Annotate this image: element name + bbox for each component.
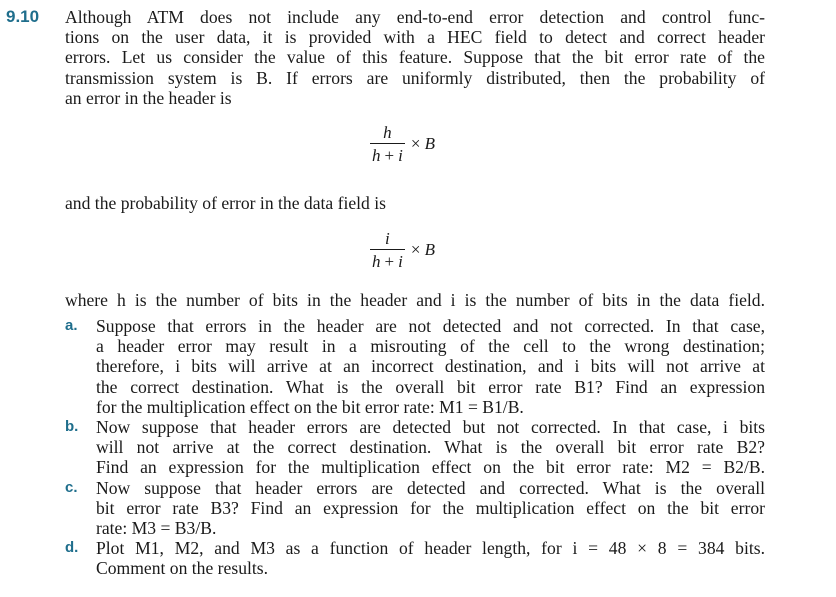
subquestion-label: a. xyxy=(65,317,78,334)
subquestion-line: a header error may result in a misrouting of the cell to the wrong destination; xyxy=(96,336,765,357)
subquestion-line: Now suppose that header errors are detected but not corrected. In that case, i bits xyxy=(96,417,765,438)
factor-b: B xyxy=(424,134,436,153)
subquestion-text xyxy=(96,478,765,539)
subquestion-line: therefore, i bits will arrive at an incorrect destination, and i bits will not arrive at xyxy=(96,356,765,377)
subquestion-line: rate: M3 = B3/B. xyxy=(96,518,217,539)
intro-line: errors. Let us consider the value of this feature. Suppose that the bit error rate of the xyxy=(65,47,765,68)
denominator-h: h xyxy=(372,146,381,165)
definition-line: where h is the number of bits in the header and i is the number of bits in the data field. xyxy=(65,290,765,310)
subquestion-line: Now suppose that header errors are detected and corrected. What is the overall xyxy=(96,477,765,498)
problem-number: 9.10 xyxy=(6,7,40,26)
intro-line: Although ATM does not include any end-to-end error detection and control func- xyxy=(65,7,765,27)
fraction xyxy=(370,123,405,165)
fraction-denominator xyxy=(370,144,405,165)
subquestion-text xyxy=(96,417,765,478)
fraction-numerator: i xyxy=(385,229,390,248)
times-factor xyxy=(411,134,435,154)
fraction-denominator xyxy=(370,250,405,271)
times-sign: × xyxy=(410,134,421,153)
subquestion-list xyxy=(65,316,765,579)
subquestion-d xyxy=(65,538,765,578)
times-factor xyxy=(411,240,435,260)
denominator-i: i xyxy=(398,146,403,165)
plus-sign: + xyxy=(384,146,395,165)
fraction xyxy=(370,229,405,271)
intro-line: transmission system is B. If errors are uniformly distributed, then the probability of xyxy=(65,67,765,88)
data-field-intro: and the probability of error in the data field is xyxy=(65,193,386,213)
subquestion-a xyxy=(65,316,765,417)
subquestion-line: the correct destination. What is the overall bit error rate B1? Find an expression xyxy=(96,376,765,397)
factor-b: B xyxy=(424,240,436,259)
subquestion-label: c. xyxy=(65,478,78,496)
subquestion-label: b. xyxy=(65,418,79,436)
times-sign: × xyxy=(410,240,421,259)
plus-sign: + xyxy=(384,252,395,271)
subquestion-line: bit error rate B3? Find an expression for the multiplication effect on the bit error xyxy=(96,497,765,518)
subquestion-line: Comment on the results. xyxy=(96,558,269,579)
intro-line: an error in the header is xyxy=(65,87,232,108)
subquestion-label: d. xyxy=(65,539,79,557)
subquestion-c xyxy=(65,478,765,539)
intro-line: tions on the user data, it is provided with a HEC field to detect and correct header xyxy=(65,27,765,48)
subquestion-line: Plot M1, M2, and M3 as a function of header length, for i = 48 × 8 = 384 bits. xyxy=(96,538,765,559)
denominator-h: h xyxy=(372,252,381,271)
subquestion-line: will not arrive at the correct destination. What is the overall bit error rate B2? xyxy=(96,437,765,458)
subquestion-line: Find an expression for the multiplication effect on the bit error rate: M2 = B2/B. xyxy=(96,457,765,478)
subquestion-text xyxy=(96,316,765,417)
subquestion-line: Suppose that errors in the header are not detected and not corrected. In that case, xyxy=(96,316,765,336)
variable-definition xyxy=(65,290,765,310)
formula-header-error xyxy=(370,123,435,165)
problem-intro xyxy=(65,7,765,108)
subquestion-line: for the multiplication effect on the bit error rate: M1 = B1/B. xyxy=(96,396,524,417)
formula-data-error xyxy=(370,229,435,271)
subquestion-text xyxy=(96,538,765,578)
denominator-i: i xyxy=(398,252,403,271)
fraction-numerator: h xyxy=(383,123,392,142)
subquestion-b xyxy=(65,417,765,478)
